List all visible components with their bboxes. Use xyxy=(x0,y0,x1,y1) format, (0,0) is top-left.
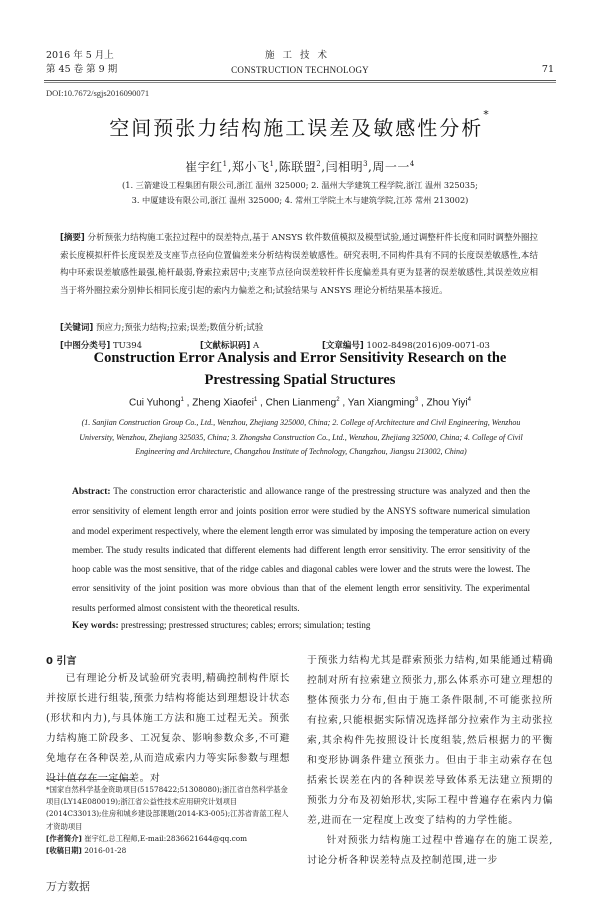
author: 陈联盟 xyxy=(278,160,317,174)
clc-value: TU394 xyxy=(112,341,143,351)
article-no-value: 1002-8498(2016)09-0071-03 xyxy=(366,341,490,351)
body-paragraph: 针对预张力结构施工过程中普遍存在的施工误差,讨论分析各种误差特点及控制范围,进一步 xyxy=(307,835,553,866)
abstract-en xyxy=(72,482,530,618)
footnote xyxy=(46,784,290,857)
doi[interactable]: DOI:10.7672/sgjs2016090071 xyxy=(46,88,150,98)
keywords-label: Key words: xyxy=(72,621,119,631)
authors-cn: 崔宇红$^1$,郑小飞$^1$,陈联盟$^2$,闫相明$^3$,周一一$^4$ xyxy=(185,160,415,174)
authors-en: Cui Yuhong$^1$ , Zheng Xiaofei$^1$ , Chen Lianmeng$^2$ , Yan Xiangming$^3$ , Zhou Yiyi$^4$ xyxy=(129,397,471,409)
keywords-label: [关键词] xyxy=(60,323,94,333)
abstract-label: Abstract: xyxy=(72,487,111,497)
watermark: 万方数据 xyxy=(46,880,90,893)
journal-name-en: CONSTRUCTION TECHNOLOGY xyxy=(231,65,369,75)
author: Chen Lianmeng xyxy=(265,397,337,409)
body-paragraph: 已有理论分析及试验研究表明,精确控制构件原长并按原长进行组装,预张力结构将能达到理想设计状态(形状和内力),与具体施工方法和施工过程无关。预张力结构施工阶段多、工况复杂、影响参数众多,不可避免地存在各种误差,从而造成索内力等实际参数与理想设计值存在一定偏差。对 xyxy=(46,673,290,784)
author: 崔宇红 xyxy=(185,160,223,174)
keywords-text: prestressing; prestressed structures; cables; errors; simulation; testing xyxy=(120,620,371,630)
abstract-text: 分析预张力结构施工张拉过程中的误差特点,基于 ANSYS 软件数值模拟及模型试验,通过调整杆件长度和同时调整外圈拉索长度模拟杆件长度误差及支座节点径向位置偏差来分析结构误差敏感性。研究表明,不同构件具有不同的长度误差敏感性,本结构中环索误差敏感性最强,桅杆最弱,脊索拉索居中;支座节点径向误差较杆件长度偏差具有更为显著的误差敏感性,其误差效应相当于将外圈拉索分别伸长相同长度引起的索内力偏差之和;试验结果与 ANSYS 理论分析结果基本接近。 xyxy=(60,233,538,296)
title-text: 空间预张力结构施工误差及敏感性分析 xyxy=(109,116,484,140)
issue-date: 2016 年 5 月上 xyxy=(46,50,114,61)
author-bio-label: [作者简介] xyxy=(46,833,82,843)
funding-note: *国家自然科学基金资助项目(51578422;51308080);浙江省自然科学基金项目(LY14E080019);浙江省公益性技术应用研究计划项目(2014C33013);住房和城乡建设部课题(2014-K3-005);江苏省青蓝工程人才资助项目 xyxy=(46,785,289,831)
affiliation-index: 4 xyxy=(409,160,415,168)
author: 周一一 xyxy=(372,160,410,174)
paper-title-cn xyxy=(0,108,600,141)
keywords-en xyxy=(72,620,370,631)
affiliations-cn xyxy=(60,178,540,208)
clc-label: [中图分类号] xyxy=(60,341,111,351)
author-bio-text: 崔宇红,总工程师,E-mail:2836621644@qq.com xyxy=(84,833,248,843)
journal-name-cn: 施工技术 xyxy=(264,50,335,61)
affiliation-index: 2 xyxy=(316,160,322,168)
body-column-right xyxy=(307,651,553,871)
author: Zheng Xiaofei xyxy=(192,397,254,409)
running-header-left xyxy=(46,49,117,77)
author: Cui Yuhong xyxy=(129,397,181,409)
author-bio xyxy=(46,833,290,845)
author: 郑小飞 xyxy=(231,160,270,174)
section-heading-introduction: 0 引言 xyxy=(46,656,77,667)
article-no-label: [文章编号] xyxy=(322,341,364,351)
keywords-cn xyxy=(60,321,263,333)
footnote-divider xyxy=(46,779,134,780)
volume-issue: 第 45 卷 第 9 期 xyxy=(46,64,118,75)
affiliation-index: 3 xyxy=(414,397,419,403)
author: Yan Xiangming xyxy=(347,397,415,409)
received-value: 2016-01-28 xyxy=(84,846,127,856)
affiliation-index: 1 xyxy=(222,160,228,168)
footnote-marker: * xyxy=(483,108,491,121)
running-header-center xyxy=(200,49,400,77)
affiliation-index: 1 xyxy=(253,397,258,403)
affiliation-line: 3. 中厦建设有限公司,浙江 温州 325000; 4. 常州工学院土木与建筑学院,江苏 常州 213002) xyxy=(131,195,469,205)
doc-code-value: A xyxy=(252,341,260,351)
body-column-left xyxy=(46,669,290,789)
affiliation-index: 2 xyxy=(336,397,340,403)
header-divider xyxy=(44,80,556,83)
affiliation-line: (1. 三箭建设工程集团有限公司,浙江 温州 325000; 2. 温州大学建筑工程学院,浙江 温州 325035; xyxy=(122,180,478,190)
affiliations-en: (1. Sanjian Construction Group Co., Ltd., Wenzhou, Zhejiang 325000, China; 2. College of Architecture and Civil Engineering, Wenzhou University, Wenzhou, Zhejiang 325035, China; 3. Zhongsha Construction Co., Ltd., Wenzhou, Zhejiang 325000, China; 4. College of Civil Engineering and Architecture, Changzhou Institute of Technology, Changzhou, Jiangsu 213002, China) xyxy=(79,418,523,457)
affiliation-index: 4 xyxy=(467,397,471,403)
body-paragraph: 于预张力结构尤其是群索预张力结构,如果能通过精确控制对所有拉索建立预张力,那么体系亦可建立理想的整体预张力分布,但由于施工条件限制,不可能张拉所有拉索,只能根据实际情况选择部分拉索作为主动张拉索,其余构件先按照设计长度组装,然后根据力的平衡和变形协调条件建立预张力。但由于非主动索存在包括索长误差在内的各种误差导致体系无法建立预期的预张力分布及初始形状,实际工程中普遍存在索内力偏差,进而在一定程度上改变了结构的力学性能。 xyxy=(307,655,553,826)
paper-title-en: Construction Error Analysis and Error Sensitivity Research on the Prestressing Spatial Structures xyxy=(93,350,507,388)
keywords-text: 预应力;预张力结构;拉索;误差;数值分析;试验 xyxy=(95,323,264,333)
affiliation-index: 1 xyxy=(180,397,184,403)
affiliation-index: 1 xyxy=(269,160,275,168)
author: Zhou Yiyi xyxy=(426,397,468,409)
abstract-cn xyxy=(60,230,538,300)
page-number: 71 xyxy=(541,64,554,75)
affiliation-index: 3 xyxy=(363,160,369,168)
received-date xyxy=(46,845,290,857)
abstract-label: [摘要] xyxy=(60,233,85,243)
doc-code-label: [文献标识码] xyxy=(200,341,251,351)
received-label: [收稿日期] xyxy=(46,846,82,856)
abstract-text: The construction error characteristic and allowance range of the prestressing structure was analyzed and then the error sensitivity of element length error and joints position error were studied by the ANSYS software numerical simulation and model experiment respectively, where the element length error was simulated by imposing the temperature action on every member. The study results indicated that different elements had different length error sensitivity. The error sensitivity of the hoop cable was the most sensitive, that of the ridge cables and diagonal cables were lower and the struts were the lowest. The error sensitivity of the joint position was more obvious than that of the element length error sensitivity. The experimental results performed almost consistent with the theoretical results. xyxy=(72,486,530,613)
author: 闫相明 xyxy=(325,160,364,174)
